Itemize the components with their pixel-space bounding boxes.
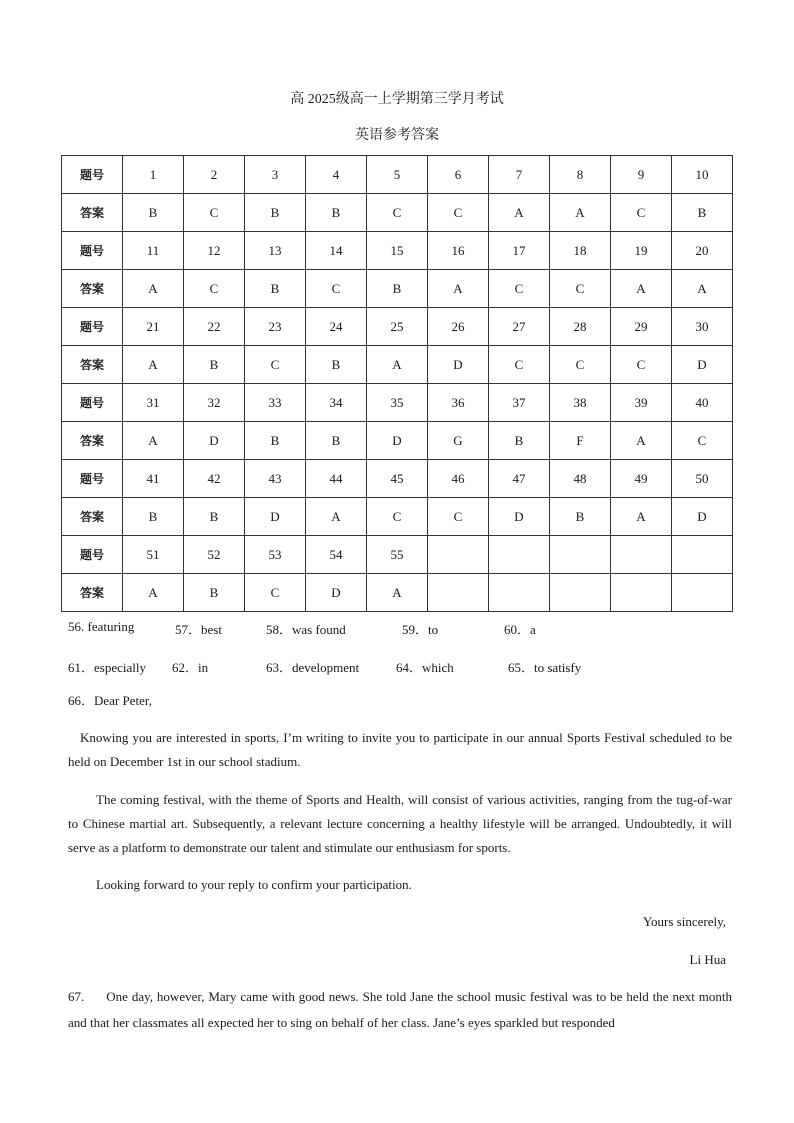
question-number-cell: 43 bbox=[245, 460, 306, 498]
answer-cell: D bbox=[306, 574, 367, 612]
answer-cell: B bbox=[123, 498, 184, 536]
answer-cell: A bbox=[550, 194, 611, 232]
answer-row bbox=[62, 422, 733, 460]
fill-blank-item: 59．to bbox=[402, 622, 439, 637]
question-number-cell: 9 bbox=[611, 156, 672, 194]
answer-cell: B bbox=[245, 194, 306, 232]
answer-cell: C bbox=[489, 346, 550, 384]
answer-row bbox=[62, 270, 733, 308]
answer-cell: C bbox=[672, 422, 733, 460]
answer-cell: B bbox=[672, 194, 733, 232]
answer-cell: A bbox=[123, 574, 184, 612]
answer-cell: A bbox=[123, 270, 184, 308]
answer-row bbox=[62, 498, 733, 536]
answer-cell bbox=[672, 574, 733, 612]
answer-cell: C bbox=[184, 194, 245, 232]
answer-cell: A bbox=[489, 194, 550, 232]
answer-cell: C bbox=[428, 498, 489, 536]
answer-cell bbox=[489, 574, 550, 612]
question-number-cell: 21 bbox=[123, 308, 184, 346]
question-number-row bbox=[62, 156, 733, 194]
question-number-cell: 27 bbox=[489, 308, 550, 346]
question-number-cell: 33 bbox=[245, 384, 306, 422]
question-number-cell: 24 bbox=[306, 308, 367, 346]
question-number-row bbox=[62, 232, 733, 270]
letter-closing: Yours sincerely, bbox=[642, 914, 726, 929]
answer-cell: B bbox=[306, 346, 367, 384]
question-number-cell: 3 bbox=[245, 156, 306, 194]
question-number-cell: 55 bbox=[367, 536, 428, 574]
question-number-cell: 14 bbox=[306, 232, 367, 270]
question-number-cell: 25 bbox=[367, 308, 428, 346]
answer-cell: A bbox=[428, 270, 489, 308]
row-header: 题号 bbox=[62, 384, 123, 422]
question-number-cell: 35 bbox=[367, 384, 428, 422]
answer-cell: C bbox=[306, 270, 367, 308]
answer-cell: B bbox=[489, 422, 550, 460]
answer-cell: B bbox=[306, 194, 367, 232]
fill-blank-item: 57．best bbox=[175, 622, 222, 637]
answer-cell: D bbox=[672, 346, 733, 384]
answer-row bbox=[62, 574, 733, 612]
answer-cell: D bbox=[367, 422, 428, 460]
answer-cell: C bbox=[428, 194, 489, 232]
row-header: 答案 bbox=[62, 574, 123, 612]
question-number-cell: 31 bbox=[123, 384, 184, 422]
row-header: 题号 bbox=[62, 460, 123, 498]
answer-cell: A bbox=[306, 498, 367, 536]
question-number-row bbox=[62, 460, 733, 498]
question-number-cell: 30 bbox=[672, 308, 733, 346]
answer-cell bbox=[611, 574, 672, 612]
row-header: 答案 bbox=[62, 346, 123, 384]
fill-blank-item: 56. featuring bbox=[68, 619, 135, 634]
answer-cell: B bbox=[245, 422, 306, 460]
question-number-cell: 23 bbox=[245, 308, 306, 346]
question-number-cell: 12 bbox=[184, 232, 245, 270]
answer-cell: C bbox=[367, 498, 428, 536]
answer-table bbox=[61, 155, 733, 612]
row-header: 答案 bbox=[62, 194, 123, 232]
question-number-cell: 16 bbox=[428, 232, 489, 270]
letter-signature: Li Hua bbox=[689, 952, 726, 967]
fill-blank-item: 63．development bbox=[266, 660, 360, 675]
question-number-cell: 34 bbox=[306, 384, 367, 422]
question-number: 67. bbox=[68, 989, 85, 1004]
question-number-cell: 48 bbox=[550, 460, 611, 498]
answer-cell: B bbox=[184, 498, 245, 536]
question-number-cell: 15 bbox=[367, 232, 428, 270]
answer-cell: C bbox=[245, 346, 306, 384]
question-number-cell: 6 bbox=[428, 156, 489, 194]
fill-blank-item: 65．to satisfy bbox=[508, 660, 582, 675]
letter-paragraph-2: The coming festival, with the theme of Sports and Health, will consist of various activities, ranging from the tug-of-war to Chinese martial art. Subsequently, a relevant lecture concerning a healthy lifestyle will be arranged. Undoubtedly, it will serve as a platform to demonstrate our talent and stimulate our enthusiasm for sports. bbox=[68, 792, 732, 855]
question-number-cell: 13 bbox=[245, 232, 306, 270]
row-header: 题号 bbox=[62, 536, 123, 574]
answer-cell: C bbox=[611, 346, 672, 384]
answer-cell bbox=[550, 574, 611, 612]
answer-row bbox=[62, 194, 733, 232]
answer-cell: A bbox=[672, 270, 733, 308]
answer-cell: B bbox=[184, 574, 245, 612]
question-number-cell: 17 bbox=[489, 232, 550, 270]
answer-cell: C bbox=[611, 194, 672, 232]
question-number-cell: 44 bbox=[306, 460, 367, 498]
continuation-text: One day, however, Mary came with good news. She told Jane the school music festival was to be held the next month and that her classmates all expected her to sing on behalf of her class. Jane’s eyes sparkled but responded bbox=[68, 989, 732, 1030]
row-header: 答案 bbox=[62, 270, 123, 308]
answer-row bbox=[62, 346, 733, 384]
answer-cell: B bbox=[123, 194, 184, 232]
answer-cell: D bbox=[672, 498, 733, 536]
answer-cell: B bbox=[306, 422, 367, 460]
question-number-cell: 26 bbox=[428, 308, 489, 346]
row-header: 答案 bbox=[62, 498, 123, 536]
answer-cell: C bbox=[184, 270, 245, 308]
answer-cell: C bbox=[245, 574, 306, 612]
question-number-row bbox=[62, 384, 733, 422]
question-number-cell: 51 bbox=[123, 536, 184, 574]
question-number-cell: 38 bbox=[550, 384, 611, 422]
question-number-cell: 8 bbox=[550, 156, 611, 194]
question-number-cell: 39 bbox=[611, 384, 672, 422]
question-number-cell bbox=[428, 536, 489, 574]
question-number-cell: 36 bbox=[428, 384, 489, 422]
answer-cell: D bbox=[428, 346, 489, 384]
letter-paragraph-1: Knowing you are interested in sports, I’m writing to invite you to participate in our annual Sports Festival scheduled to be held on December 1st in our school stadium. bbox=[68, 730, 732, 769]
question-number-cell: 42 bbox=[184, 460, 245, 498]
answer-cell: D bbox=[245, 498, 306, 536]
row-header: 题号 bbox=[62, 232, 123, 270]
question-number-cell: 19 bbox=[611, 232, 672, 270]
question-number-cell: 18 bbox=[550, 232, 611, 270]
question-number-cell: 40 bbox=[672, 384, 733, 422]
answer-cell: C bbox=[489, 270, 550, 308]
question-number-cell: 41 bbox=[123, 460, 184, 498]
question-number-cell: 53 bbox=[245, 536, 306, 574]
question-number-cell: 7 bbox=[489, 156, 550, 194]
question-number-row bbox=[62, 308, 733, 346]
answer-cell: C bbox=[367, 194, 428, 232]
answer-cell: A bbox=[611, 422, 672, 460]
answer-cell: A bbox=[367, 346, 428, 384]
question-number-cell: 4 bbox=[306, 156, 367, 194]
question-number-cell: 45 bbox=[367, 460, 428, 498]
question-number-cell bbox=[672, 536, 733, 574]
exam-title: 高 2025级高一上学期第三学月考试 bbox=[290, 92, 504, 107]
letter-paragraph-3: Looking forward to your reply to confirm your participation. bbox=[96, 877, 412, 892]
question-number-cell: 54 bbox=[306, 536, 367, 574]
question-number-cell bbox=[550, 536, 611, 574]
letter-greeting: 66．Dear Peter, bbox=[68, 693, 152, 708]
fill-blank-item: 60．a bbox=[504, 622, 536, 637]
answer-cell: C bbox=[550, 270, 611, 308]
question-number-cell: 2 bbox=[184, 156, 245, 194]
question-number-cell bbox=[611, 536, 672, 574]
answer-cell: B bbox=[367, 270, 428, 308]
question-number-cell: 29 bbox=[611, 308, 672, 346]
answer-key-title: 英语参考答案 bbox=[355, 128, 439, 143]
question-number-cell bbox=[489, 536, 550, 574]
answer-cell: A bbox=[367, 574, 428, 612]
answer-cell: F bbox=[550, 422, 611, 460]
row-header: 题号 bbox=[62, 308, 123, 346]
fill-blank-item: 62．in bbox=[172, 660, 209, 675]
fill-blank-item: 64．which bbox=[396, 660, 454, 675]
fill-blank-item: 61．especially bbox=[68, 660, 146, 675]
question-number-row bbox=[62, 536, 733, 574]
answer-cell: C bbox=[550, 346, 611, 384]
answer-cell: B bbox=[184, 346, 245, 384]
question-number-cell: 49 bbox=[611, 460, 672, 498]
answer-cell: D bbox=[184, 422, 245, 460]
question-number-cell: 20 bbox=[672, 232, 733, 270]
answer-cell: A bbox=[611, 498, 672, 536]
question-number-cell: 47 bbox=[489, 460, 550, 498]
question-number-cell: 52 bbox=[184, 536, 245, 574]
fill-blank-item: 58．was found bbox=[266, 622, 346, 637]
question-number-cell: 22 bbox=[184, 308, 245, 346]
question-number-cell: 11 bbox=[123, 232, 184, 270]
question-number-cell: 10 bbox=[672, 156, 733, 194]
continuation-paragraph bbox=[68, 984, 732, 1036]
answer-cell: B bbox=[245, 270, 306, 308]
question-number-cell: 37 bbox=[489, 384, 550, 422]
question-number-cell: 46 bbox=[428, 460, 489, 498]
question-number-cell: 1 bbox=[123, 156, 184, 194]
answer-cell: D bbox=[489, 498, 550, 536]
row-header: 答案 bbox=[62, 422, 123, 460]
answer-cell: A bbox=[123, 422, 184, 460]
question-number-cell: 50 bbox=[672, 460, 733, 498]
question-number-cell: 5 bbox=[367, 156, 428, 194]
answer-cell: G bbox=[428, 422, 489, 460]
answer-cell bbox=[428, 574, 489, 612]
answer-cell: A bbox=[123, 346, 184, 384]
question-number-cell: 28 bbox=[550, 308, 611, 346]
answer-cell: B bbox=[550, 498, 611, 536]
row-header: 题号 bbox=[62, 156, 123, 194]
question-number-cell: 32 bbox=[184, 384, 245, 422]
answer-cell: A bbox=[611, 270, 672, 308]
